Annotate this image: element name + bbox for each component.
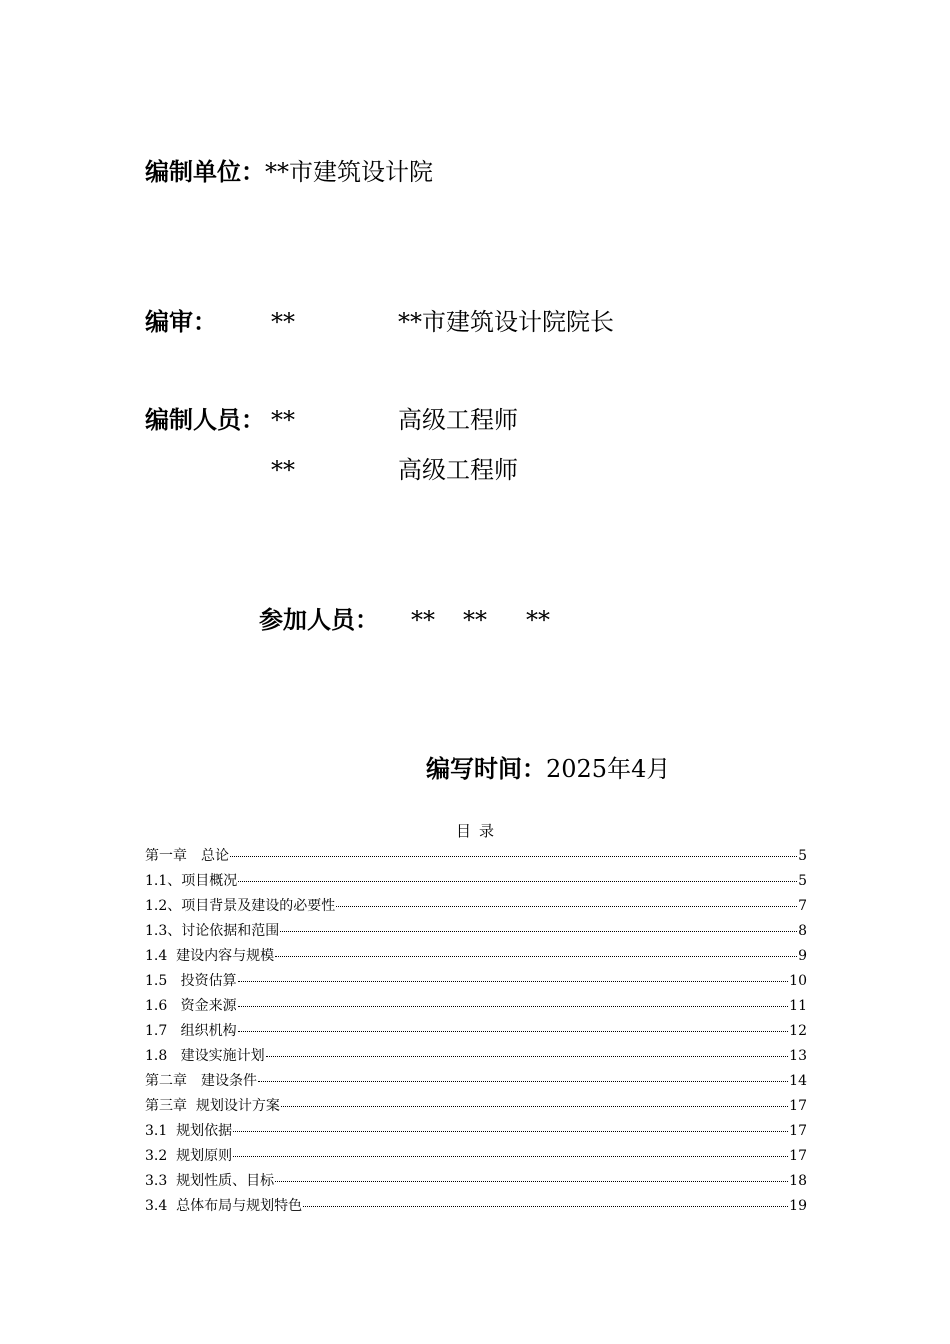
toc-entry-page: 12 [789,1023,807,1039]
compiling-unit-label: 编制单位： [145,158,265,186]
toc-title: 目录 [455,822,502,840]
compiling-unit-line [145,157,433,187]
compiling-unit-value: **市建筑设计院 [265,158,433,186]
toc-dot-leader [336,906,797,907]
toc-entry-page: 19 [789,1198,807,1214]
participant-name: ** [411,606,435,634]
toc-entry-label: 1.7 组织机构 [145,1023,237,1039]
toc-dot-leader [230,856,797,857]
toc-entry[interactable] [145,1071,807,1096]
toc-entry[interactable] [145,946,807,971]
toc-dot-leader [238,1031,789,1032]
staff-name: ** [271,406,295,434]
toc-dot-leader [238,1006,789,1007]
toc-entry-label: 3.1 规划依据 [145,1123,233,1139]
toc-entry-label: 1.1、项目概况 [145,873,238,889]
toc-dot-leader [238,881,797,882]
date-label: 编写时间： [426,755,546,783]
participants-label: 参加人员： [259,606,379,634]
staff-title: 高级工程师 [398,406,518,434]
toc-entry[interactable] [145,1171,807,1196]
toc-entry[interactable] [145,1021,807,1046]
toc-entry[interactable] [145,971,807,996]
date-value: 2025年4月 [546,755,671,783]
toc-entry-page: 17 [789,1148,807,1164]
toc-entry-label: 1.5 投资估算 [145,973,237,989]
toc-entry[interactable] [145,1096,807,1121]
toc-dot-leader [275,1181,788,1182]
review-title: **市建筑设计院院长 [398,308,614,336]
toc-entry-label: 1.3、讨论依据和范围 [145,923,280,939]
staff-title: 高级工程师 [398,456,518,484]
toc-entry-page: 5 [798,848,807,864]
toc-dot-leader [275,956,797,957]
toc-entry-page: 9 [798,948,807,964]
table-of-contents [145,846,807,1221]
toc-entry-page: 13 [789,1048,807,1064]
review-label: 编审： [145,308,217,336]
toc-entry-label: 3.2 规划原则 [145,1148,233,1164]
staff-block [145,405,745,485]
toc-entry[interactable] [145,1121,807,1146]
toc-entry-page: 18 [789,1173,807,1189]
participant-name: ** [526,606,550,634]
toc-dot-leader [280,931,797,932]
toc-entry-page: 7 [798,898,807,914]
participant-name: ** [463,606,487,634]
toc-entry-label: 1.4 建设内容与规模 [145,948,275,964]
participants-line [259,605,659,635]
toc-entry-page: 8 [798,923,807,939]
toc-entry-page: 14 [789,1073,807,1089]
toc-entry[interactable] [145,996,807,1021]
toc-entry[interactable] [145,921,807,946]
toc-entry-page: 10 [789,973,807,989]
toc-dot-leader [303,1206,788,1207]
toc-entry-label: 1.2、项目背景及建设的必要性 [145,898,336,914]
toc-entry-label: 3.3 规划性质、目标 [145,1173,275,1189]
toc-entry-page: 17 [789,1123,807,1139]
toc-dot-leader [233,1156,788,1157]
toc-entry[interactable] [145,846,807,871]
toc-dot-leader [238,981,789,982]
toc-dot-leader [258,1081,788,1082]
toc-entry-page: 11 [789,998,807,1014]
toc-entry-label: 第三章 规划设计方案 [145,1098,280,1114]
toc-entry[interactable] [145,1146,807,1171]
toc-entry-label: 1.8 建设实施计划 [145,1048,265,1064]
review-name: ** [271,308,295,336]
review-line [145,307,745,337]
toc-entry[interactable] [145,896,807,921]
toc-dot-leader [266,1056,789,1057]
staff-name: ** [271,456,295,484]
toc-entry-label: 3.4 总体布局与规划特色 [145,1198,303,1214]
toc-dot-leader [281,1106,788,1107]
toc-entry[interactable] [145,1196,807,1221]
date-line [426,754,670,784]
toc-entry-label: 第一章 总论 [145,848,229,864]
toc-entry-label: 第二章 建设条件 [145,1073,257,1089]
toc-entry-page: 17 [789,1098,807,1114]
toc-entry[interactable] [145,1046,807,1071]
staff-label: 编制人员： [145,406,265,434]
toc-entry-page: 5 [798,873,807,889]
toc-entry[interactable] [145,871,807,896]
toc-entry-label: 1.6 资金来源 [145,998,237,1014]
toc-dot-leader [233,1131,788,1132]
